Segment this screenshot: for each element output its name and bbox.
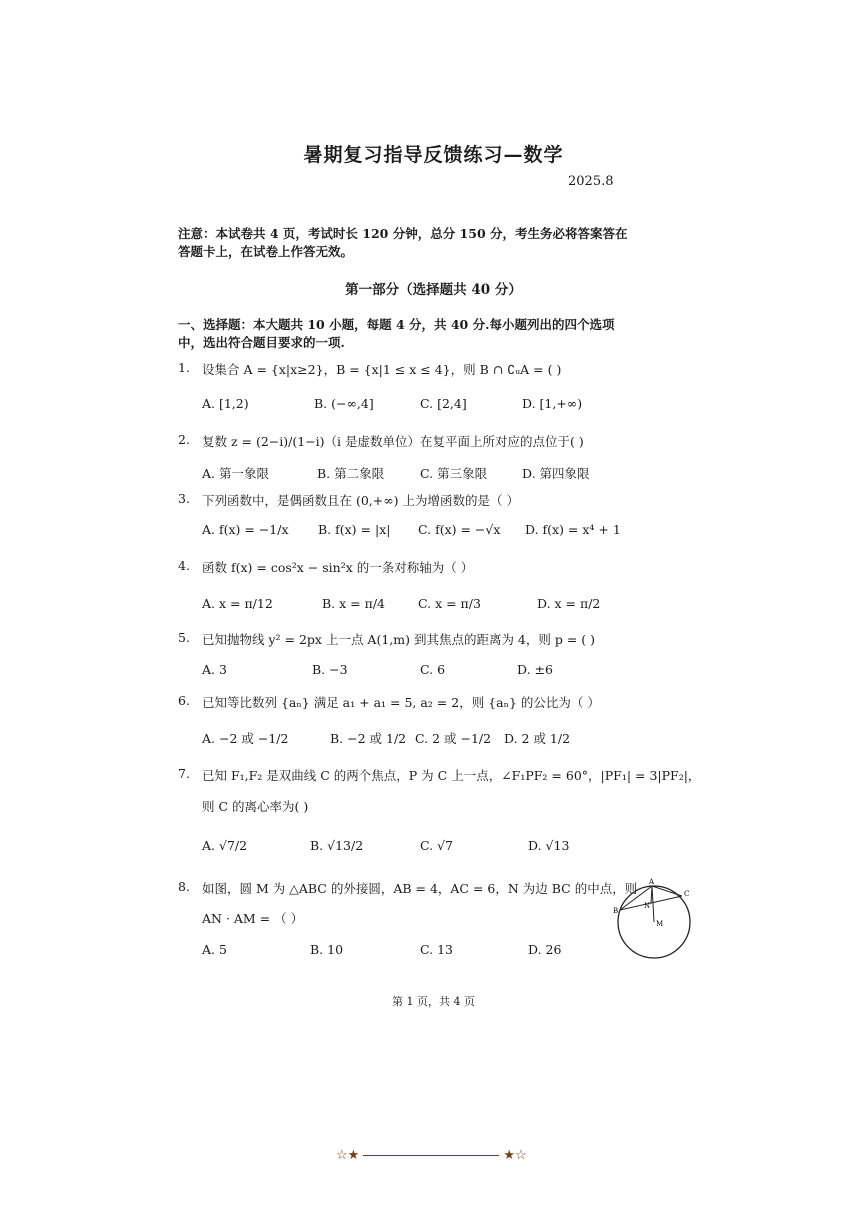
option-c: C. √7 [420, 838, 453, 853]
section-heading: 一、选择题：本大题共 10 小题，每题 4 分，共 40 分.每小题列出的四个选项中，选出符合题目要求的一项. [178, 317, 615, 350]
option-d: D. f(x) = x⁴ + 1 [525, 522, 621, 537]
question-number: 6. [178, 693, 190, 708]
question-stem: 复数 z = (2−i)/(1−i)（i 是虚数单位）在复平面上所对应的点位于( ) [202, 434, 584, 449]
option-a: A. 3 [202, 662, 227, 677]
question-stem: 已知等比数列 {aₙ} 满足 a₁ + a₁ = 5, a₂ = 2，则 {aₙ} 的公比为（ ） [202, 695, 600, 710]
label-m: M [656, 920, 664, 928]
option-c: C. [2,4] [420, 396, 467, 411]
option-c: C. 2 或 −1/2 [415, 731, 492, 746]
label-a: A [649, 878, 655, 886]
question-stem: 已知 F₁,F₂ 是双曲线 C 的两个焦点，P 为 C 上一点，∠F₁PF₂ = 60°，|PF₁| = 3|PF₂|， [202, 768, 701, 783]
option-b: B. −3 [312, 662, 348, 677]
option-c: C. f(x) = −√x [418, 522, 501, 537]
page-title: 暑期复习指导反馈练习—数学 [303, 144, 564, 166]
part-title: 第一部分（选择题共 40 分） [345, 282, 522, 298]
segment-am [652, 886, 654, 922]
question-stem: 下列函数中，是偶函数且在 (0,+∞) 上为增函数的是（ ） [202, 493, 519, 508]
option-d: D. √13 [528, 838, 570, 853]
option-d: D. 26 [528, 942, 562, 957]
option-a: A. x = π/12 [202, 596, 273, 611]
circumcircle-figure [612, 876, 696, 960]
option-b: B. 10 [310, 942, 344, 957]
option-b: B. √13/2 [310, 838, 364, 853]
option-b: B. f(x) = |x| [318, 522, 391, 537]
question-stem: 已知抛物线 y² = 2px 上一点 A(1,m) 到其焦点的距离为 4，则 p = ( ) [202, 632, 596, 647]
star-icon-right: ★☆ [503, 1148, 527, 1163]
question-stem-cont: AN · AM = （ ） [202, 911, 304, 926]
option-c: C. 6 [420, 662, 446, 677]
option-b: B. −2 或 1/2 [330, 731, 407, 746]
option-c: C. 13 [420, 942, 453, 957]
option-c: C. 第三象限 [420, 466, 488, 481]
question-number: 2. [178, 432, 190, 447]
option-c: C. x = π/3 [418, 596, 481, 611]
option-a: A. [1,2) [202, 396, 249, 411]
star-icon-left: ☆★ [336, 1148, 360, 1163]
option-a: A. √7/2 [202, 838, 248, 853]
option-a: A. 第一象限 [202, 466, 269, 481]
option-d: D. [1,+∞) [522, 396, 583, 411]
question-stem: 函数 f(x) = cos²x − sin²x 的一条对称轴为（ ） [202, 560, 474, 575]
label-c: C [684, 890, 690, 898]
option-a: A. f(x) = −1/x [202, 522, 289, 537]
question-stem: 设集合 A = {x|x≥2}，B = {x|1 ≤ x ≤ 4}，则 B ∩ ∁ᵤA = ( ) [202, 362, 562, 377]
question-number: 3. [178, 491, 190, 506]
question-number: 1. [178, 360, 190, 375]
exam-date: 2025.8 [568, 174, 614, 189]
option-d: D. ±6 [517, 662, 553, 677]
option-a: A. −2 或 −1/2 [202, 731, 289, 746]
question-stem: 如图，圆 M 为 △ABC 的外接圆，AB = 4，AC = 6，N 为边 BC 的中点，则 [202, 881, 638, 896]
option-b: B. (−∞,4] [314, 396, 374, 411]
option-b: B. x = π/4 [322, 596, 385, 611]
question-number: 4. [178, 558, 190, 573]
question-number: 7. [178, 766, 190, 781]
label-n: N [644, 902, 651, 910]
option-b: B. 第二象限 [317, 466, 385, 481]
question-number: 8. [178, 879, 190, 894]
question-stem-cont: 则 C 的离心率为( ) [202, 799, 309, 814]
question-number: 5. [178, 630, 190, 645]
page-footer: 第 1 页，共 4 页 [392, 995, 475, 1008]
label-b: B [613, 907, 619, 915]
divider-line [363, 1155, 499, 1156]
decorative-divider [336, 1148, 527, 1163]
option-d: D. 2 或 1/2 [504, 731, 571, 746]
option-d: D. x = π/2 [537, 596, 601, 611]
option-a: A. 5 [202, 942, 227, 957]
segment-ac [652, 886, 682, 896]
exam-notice: 注意：本试卷共 4 页，考试时长 120 分钟，总分 150 分，考生务必将答案答在答题卡上，在试卷上作答无效。 [178, 226, 628, 259]
option-d: D. 第四象限 [522, 466, 590, 481]
